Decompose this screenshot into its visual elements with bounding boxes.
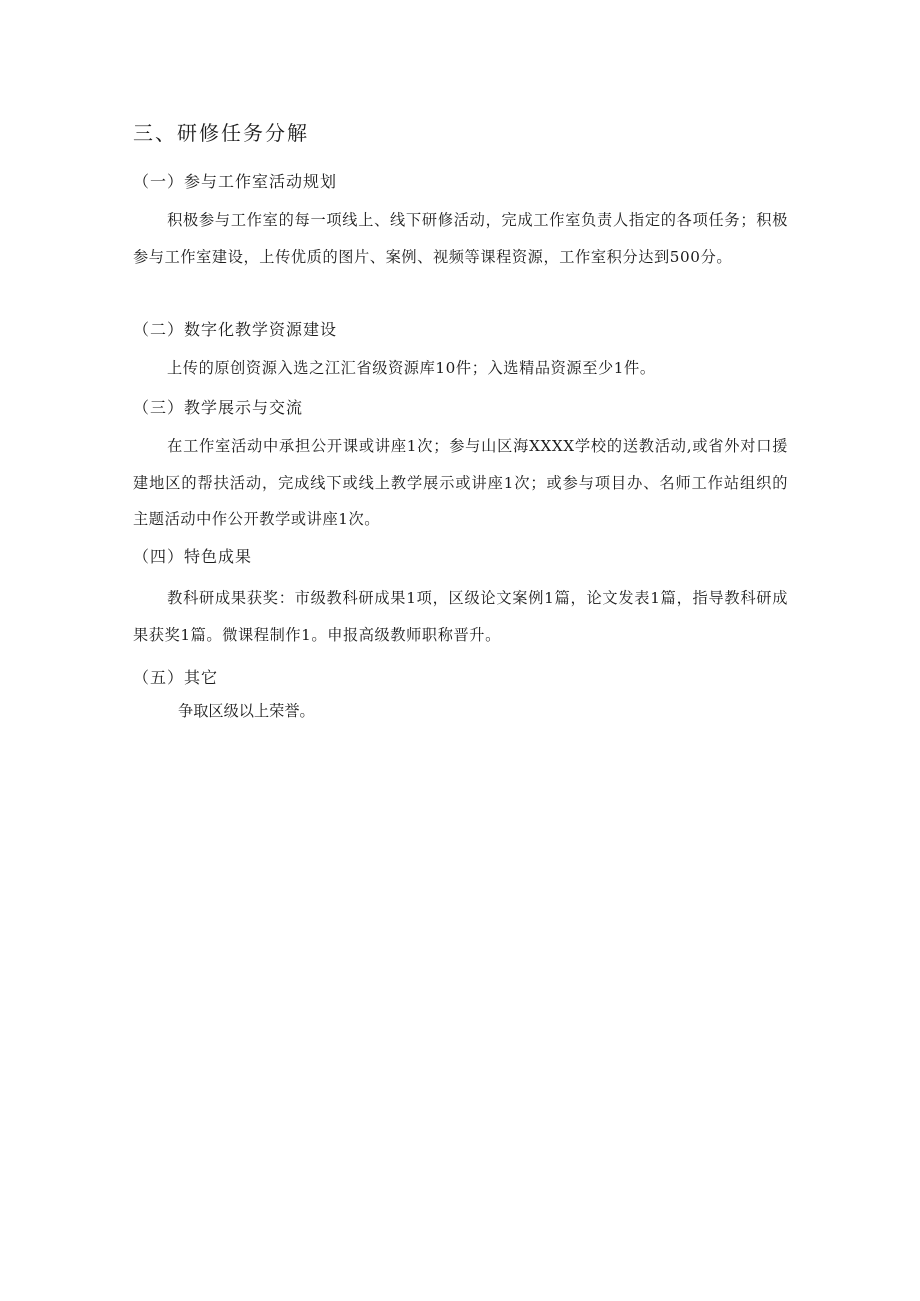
subsection-heading-5: （五）其它 [133, 668, 219, 687]
paragraph-4-text: 教科研成果获奖：市级教科研成果1项，区级论文案例1篇，论文发表1篇，指导教科研成果获奖1篇。微课程制作1。申报高级教师职称晋升。 [133, 589, 788, 644]
paragraph-4 [133, 580, 788, 653]
subsection-heading-2: （二）数字化教学资源建设 [133, 320, 338, 339]
subsection-heading-3: （三）教学展示与交流 [133, 398, 304, 417]
paragraph-2 [133, 350, 788, 387]
paragraph-3-text: 在工作室活动中承担公开课或讲座1次；参与山区海XXXX学校的送教活动,或省外对口援建地区的帮扶活动，完成线下或线上教学展示或讲座1次；或参与项目办、名师工作站组织的主题活动中作公开教学或讲座1次。 [133, 437, 788, 528]
subsection-heading-1: （一）参与工作室活动规划 [133, 172, 338, 191]
paragraph-2-text: 上传的原创资源入选之江汇省级资源库10件；入选精品资源至少1件。 [167, 359, 656, 377]
section-title: 三、研修任务分解 [133, 121, 309, 145]
paragraph-1 [133, 202, 788, 275]
paragraph-5: 争取区级以上荣誉。 [178, 702, 315, 720]
paragraph-1-text: 积极参与工作室的每一项线上、线下研修活动，完成工作室负责人指定的各项任务；积极参与工作室建设，上传优质的图片、案例、视频等课程资源，工作室积分达到500分。 [133, 211, 788, 266]
subsection-heading-4: （四）特色成果 [133, 547, 253, 566]
paragraph-3 [133, 428, 788, 538]
